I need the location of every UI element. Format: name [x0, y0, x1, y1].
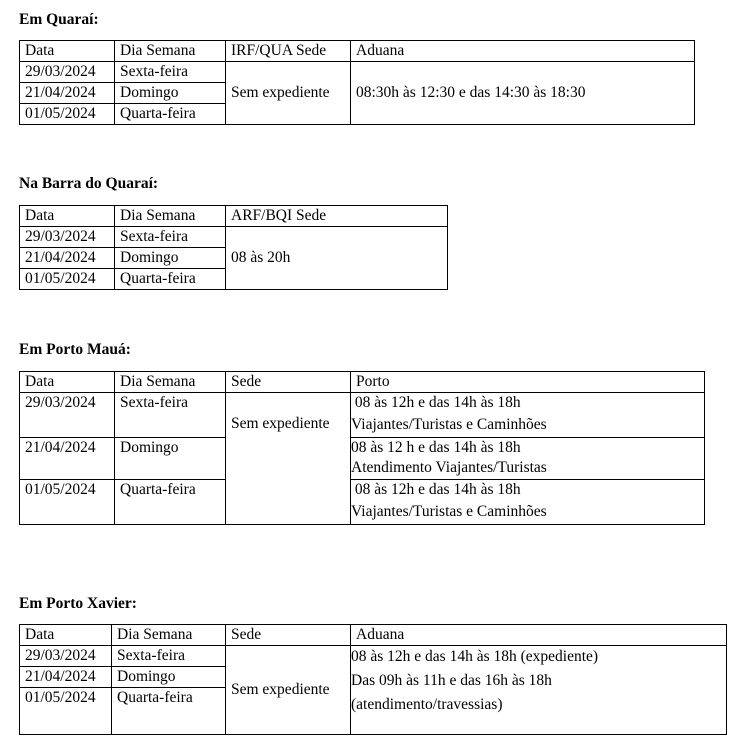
table-header-row	[20, 41, 695, 62]
header-data: Data	[20, 41, 115, 62]
table-quarai	[19, 40, 695, 125]
section-title-barra: Na Barra do Quaraí:	[19, 175, 159, 192]
header-dia-semana: Dia Semana	[115, 372, 226, 393]
table-row	[20, 438, 705, 480]
cell-date: 29/03/2024	[20, 62, 115, 83]
cell-porto	[351, 393, 705, 438]
cell-date: 01/05/2024	[20, 688, 112, 735]
cell-day: Sexta-feira	[115, 62, 226, 83]
porto-hours: 08 às 12h e das 14h às 18h	[351, 394, 521, 411]
table-row	[20, 480, 705, 525]
cell-aduana: 08:30h às 12:30 e das 14:30 às 18:30	[351, 62, 695, 125]
header-data: Data	[20, 625, 112, 646]
cell-date: 29/03/2024	[20, 393, 115, 438]
cell-day: Sexta-feira	[115, 227, 226, 248]
cell-sede: Sem expediente	[226, 62, 351, 125]
header-dia-semana: Dia Semana	[115, 41, 226, 62]
sede-text: Sem expediente	[231, 415, 330, 432]
table-maua	[19, 371, 705, 525]
cell-date: 21/04/2024	[20, 667, 112, 688]
cell-porto	[351, 438, 705, 480]
cell-day: Domingo	[115, 248, 226, 269]
header-data: Data	[20, 372, 115, 393]
cell-day: Quarta-feira	[115, 104, 226, 125]
cell-day: Domingo	[115, 438, 226, 480]
cell-day: Quarta-feira	[115, 480, 226, 525]
porto-audience: Viajantes/Turistas e Caminhões	[351, 503, 547, 520]
header-sede: Sede	[226, 625, 351, 646]
table-row	[20, 646, 727, 667]
section-title-quarai: Em Quaraí:	[19, 11, 99, 28]
table-row	[20, 393, 705, 438]
aduana-atendimento: Das 09h às 11h e das 16h às 18h	[351, 672, 552, 689]
section-title-maua: Em Porto Mauá:	[19, 341, 131, 358]
table-barra	[19, 205, 448, 290]
table-header-row	[20, 625, 727, 646]
cell-day: Sexta-feira	[115, 393, 226, 438]
cell-day: Quarta-feira	[112, 688, 226, 735]
header-porto: Porto	[351, 372, 705, 393]
header-sede: ARF/BQI Sede	[226, 206, 448, 227]
header-sede: IRF/QUA Sede	[226, 41, 351, 62]
porto-audience: Atendimento Viajantes/Turistas	[351, 459, 547, 476]
cell-day: Domingo	[112, 667, 226, 688]
cell-date: 01/05/2024	[20, 104, 115, 125]
cell-aduana	[351, 646, 727, 735]
cell-date: 29/03/2024	[20, 646, 112, 667]
header-aduana: Aduana	[351, 625, 727, 646]
cell-sede: Sem expediente	[226, 646, 351, 735]
cell-date: 21/04/2024	[20, 248, 115, 269]
cell-day: Domingo	[115, 83, 226, 104]
table-header-row	[20, 372, 705, 393]
cell-porto	[351, 480, 705, 525]
porto-hours: 08 às 12h e das 14h às 18h	[351, 481, 521, 498]
aduana-expediente: 08 às 12h e das 14h às 18h (expediente)	[351, 648, 599, 665]
header-dia-semana: Dia Semana	[112, 625, 226, 646]
table-row	[20, 227, 448, 248]
cell-date: 01/05/2024	[20, 480, 115, 525]
header-dia-semana: Dia Semana	[115, 206, 226, 227]
porto-audience: Viajantes/Turistas e Caminhões	[351, 416, 547, 433]
header-aduana: Aduana	[351, 41, 695, 62]
cell-day: Quarta-feira	[115, 269, 226, 290]
table-xavier	[19, 624, 727, 735]
cell-date: 21/04/2024	[20, 438, 115, 480]
table-row	[20, 62, 695, 83]
porto-hours: 08 às 12 h e das 14h às 18h	[351, 439, 521, 456]
table-header-row	[20, 206, 448, 227]
aduana-atendimento-note: (atendimento/travessias)	[351, 696, 503, 713]
cell-date: 21/04/2024	[20, 83, 115, 104]
header-data: Data	[20, 206, 115, 227]
header-sede: Sede	[226, 372, 351, 393]
cell-day: Sexta-feira	[112, 646, 226, 667]
section-title-xavier: Em Porto Xavier:	[19, 595, 137, 612]
cell-sede: 08 às 20h	[226, 227, 448, 290]
cell-date: 01/05/2024	[20, 269, 115, 290]
cell-sede	[226, 393, 351, 525]
cell-date: 29/03/2024	[20, 227, 115, 248]
